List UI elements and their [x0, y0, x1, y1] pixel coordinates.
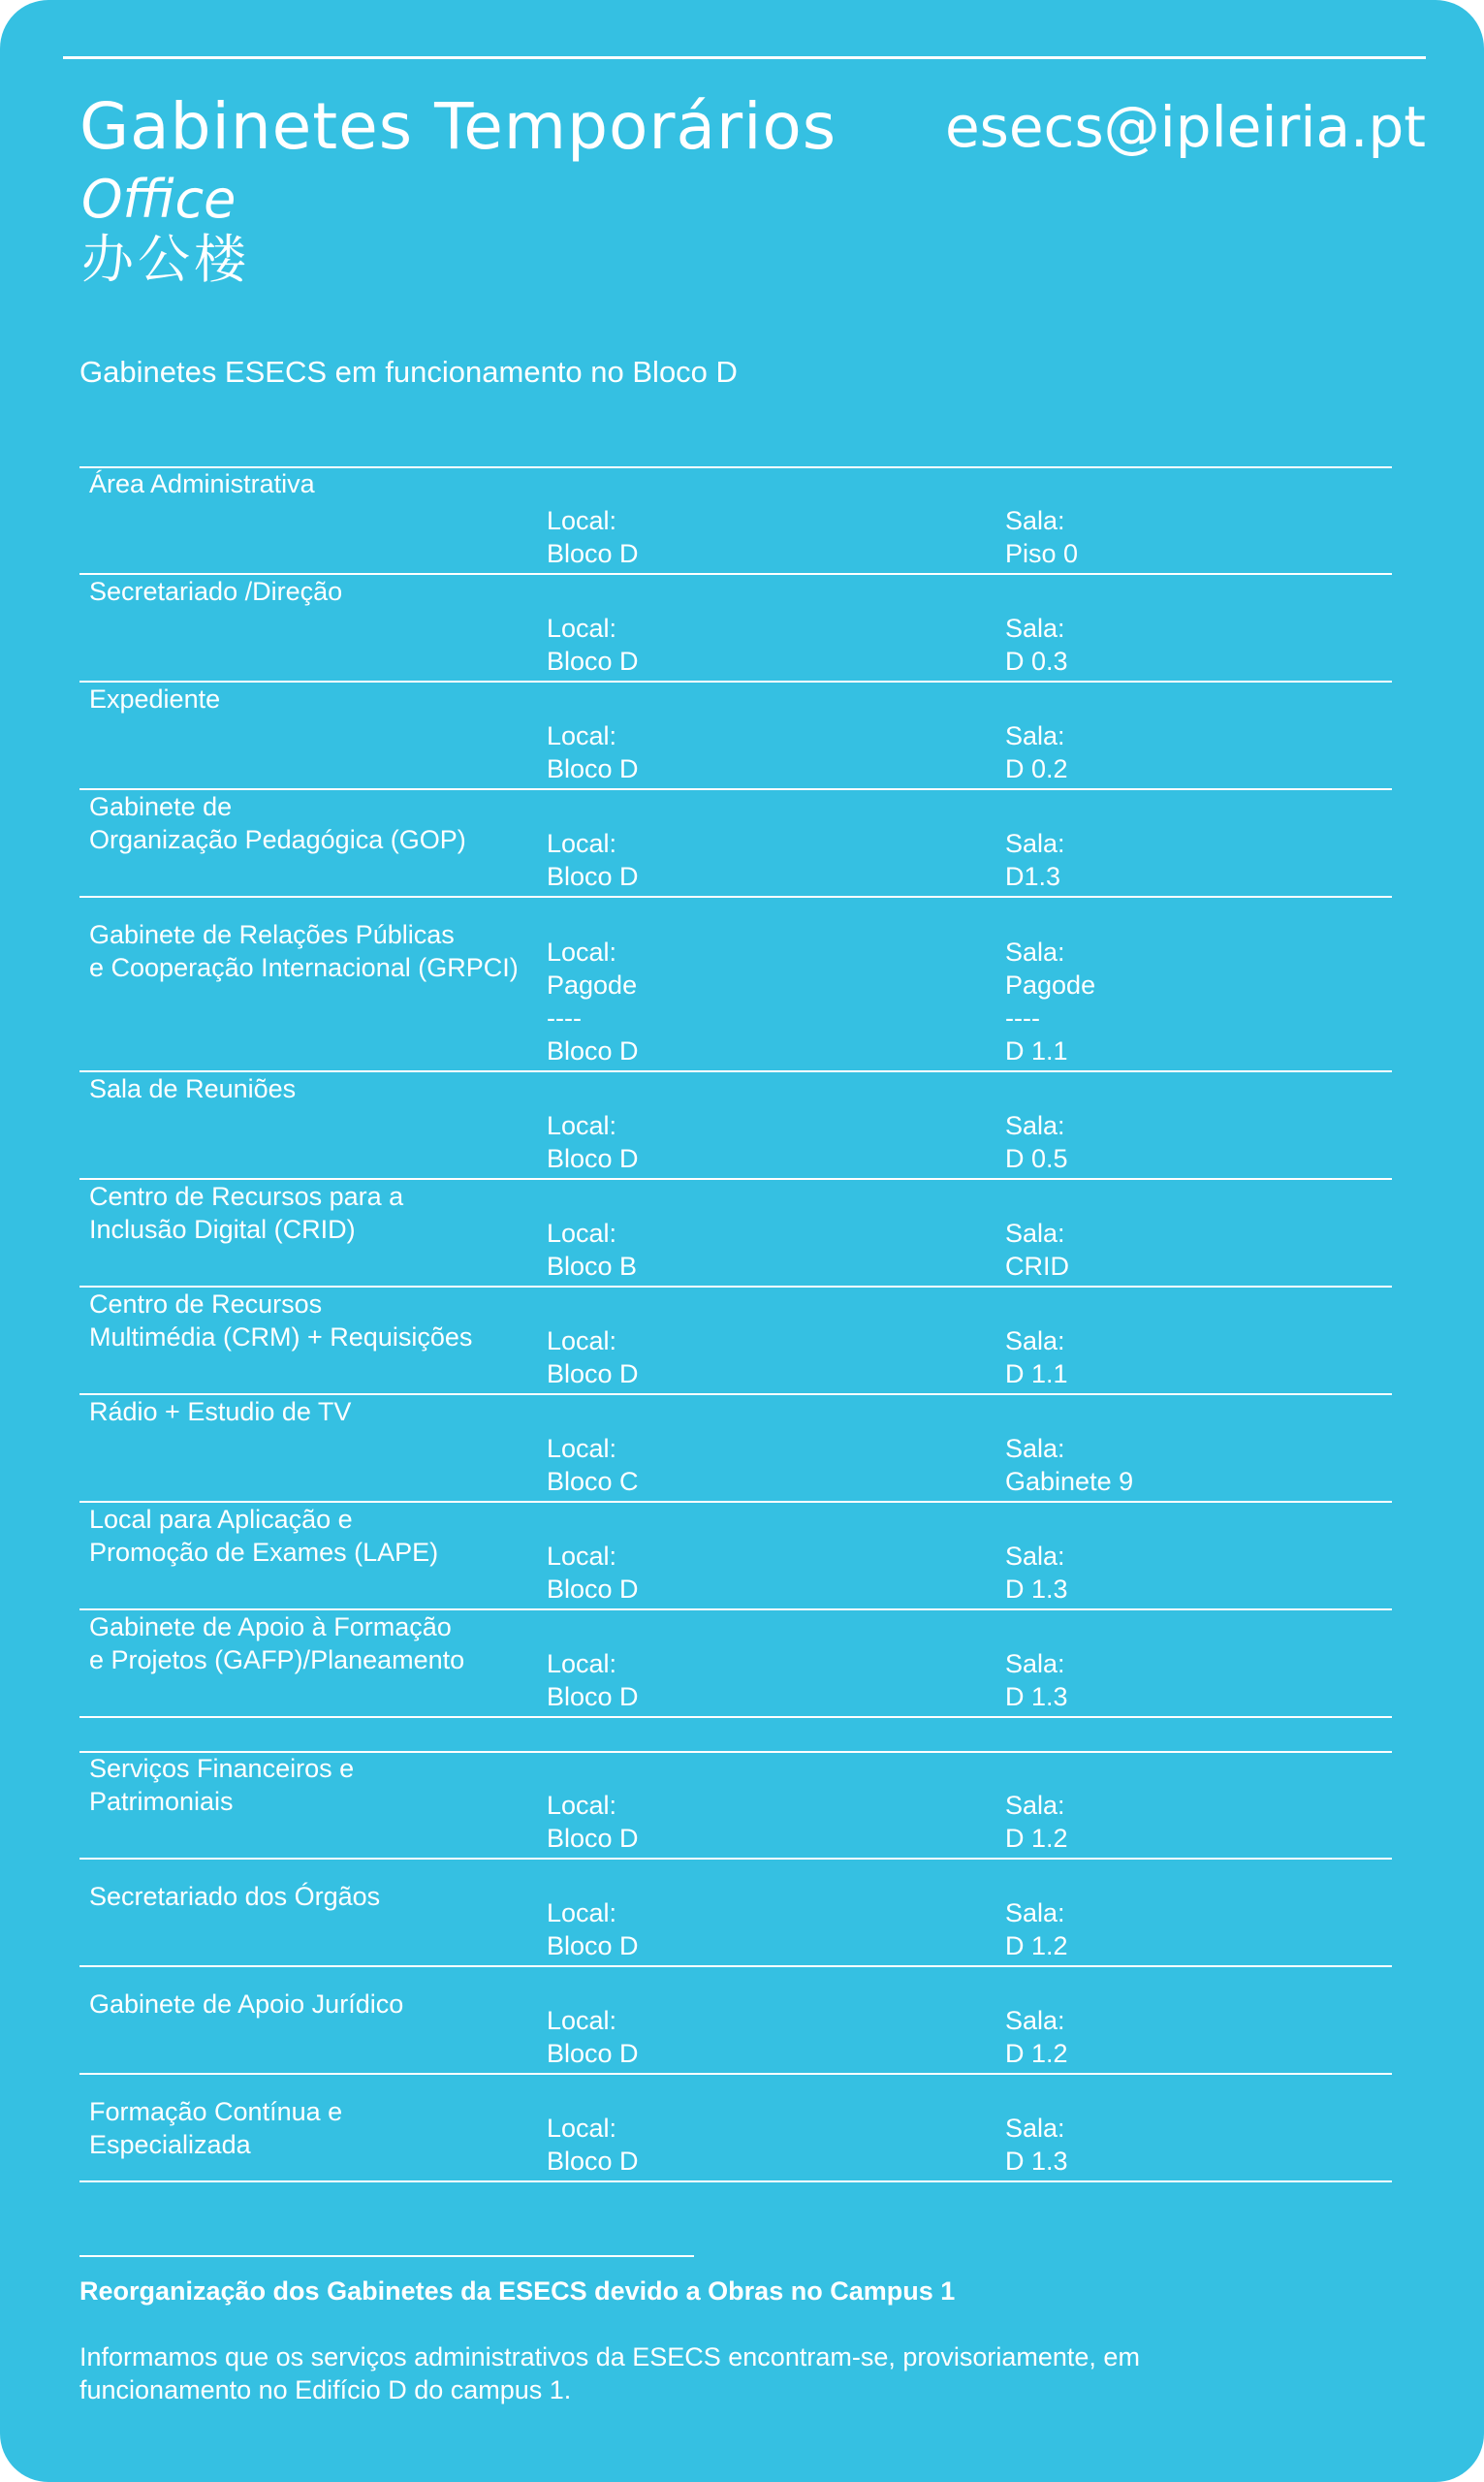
office-location: [547, 1540, 639, 1606]
office-room: [1005, 936, 1095, 1067]
office-room-line: CRID: [1005, 1252, 1069, 1281]
office-name: [89, 1180, 403, 1246]
office-name-line: e Projetos (GAFP)/Planeamento: [89, 1645, 465, 1674]
office-location-line: Local:: [547, 1219, 617, 1248]
office-room-line: Sala:: [1005, 938, 1065, 967]
office-location-line: Local:: [547, 2006, 617, 2035]
office-room-line: Sala:: [1005, 614, 1065, 643]
table-row: [79, 1180, 1392, 1288]
office-location: [547, 1789, 639, 1855]
contact-email-link[interactable]: esecs@ipleiria.pt: [944, 94, 1426, 160]
table-row: [79, 683, 1392, 790]
office-location-line: Local:: [547, 506, 617, 535]
office-location-line: Bloco C: [547, 1467, 639, 1496]
office-room-line: Sala:: [1005, 1326, 1065, 1355]
table-row: [79, 1967, 1392, 2075]
office-room-line: Sala:: [1005, 1219, 1065, 1248]
office-name: [89, 1610, 464, 1676]
office-room: [1005, 827, 1065, 893]
office-location-line: Bloco D: [547, 2147, 639, 2176]
office-name-line: e Cooperação Internacional (GRPCI): [89, 953, 519, 982]
office-room-line: Pagode: [1005, 971, 1096, 1000]
office-room: [1005, 1217, 1069, 1283]
office-name-line: Gabinete de: [89, 792, 233, 821]
office-name-line: Formação Contínua e: [89, 2097, 343, 2126]
table-row: [79, 1610, 1392, 1718]
office-name-line: Expediente: [89, 684, 221, 714]
office-location-line: ----: [547, 1003, 582, 1033]
office-name-line: Rádio + Estudio de TV: [89, 1397, 352, 1426]
office-room-line: ----: [1005, 1003, 1040, 1033]
office-location-line: Local:: [547, 1898, 617, 1927]
office-name: [89, 683, 220, 716]
office-location: [547, 1432, 639, 1498]
office-location: [547, 2112, 639, 2178]
table-row: [79, 1072, 1392, 1180]
office-location: [547, 2004, 639, 2070]
office-location-line: Bloco D: [547, 1359, 639, 1388]
office-location-line: Bloco D: [547, 1575, 639, 1604]
office-name-line: Organização Pedagógica (GOP): [89, 825, 466, 854]
office-location-line: Local:: [547, 614, 617, 643]
office-room-line: Sala:: [1005, 1111, 1065, 1140]
office-name-line: Local para Aplicação e: [89, 1505, 353, 1534]
office-location: [547, 936, 639, 1067]
office-room: [1005, 1109, 1068, 1175]
office-name: [89, 2095, 342, 2161]
office-room-line: Sala:: [1005, 506, 1065, 535]
office-name-line: Promoção de Exames (LAPE): [89, 1538, 439, 1567]
office-room: [1005, 612, 1068, 678]
office-room-line: Sala:: [1005, 1434, 1065, 1463]
office-location: [547, 1647, 639, 1713]
office-name-line: Secretariado dos Órgãos: [89, 1882, 381, 1911]
intro-text: Gabinetes ESECS em funcionamento no Bloco D: [79, 355, 738, 389]
office-room-line: D 1.1: [1005, 1036, 1068, 1066]
office-room: [1005, 719, 1068, 785]
office-location-line: Local:: [547, 1791, 617, 1820]
office-name: [89, 1288, 472, 1353]
office-name-line: Secretariado /Direção: [89, 577, 343, 606]
table-row: [79, 790, 1392, 898]
office-room-line: D 1.2: [1005, 1931, 1068, 1960]
office-room: [1005, 2112, 1068, 2178]
office-room-line: Sala:: [1005, 721, 1065, 750]
office-room-line: D 1.3: [1005, 1682, 1068, 1711]
office-room: [1005, 1896, 1068, 1962]
office-location-line: Bloco D: [547, 1036, 639, 1066]
office-room-line: Sala:: [1005, 829, 1065, 858]
office-location-line: Bloco D: [547, 862, 639, 891]
office-name-line: Centro de Recursos para a: [89, 1182, 404, 1211]
footer-title: Reorganização dos Gabinetes da ESECS devido a Obras no Campus 1: [79, 2276, 956, 2306]
office-room: [1005, 1432, 1133, 1498]
office-location: [547, 1324, 639, 1390]
table-row: [79, 1752, 1392, 1860]
section-divider: [79, 1751, 1392, 1753]
office-room-line: Sala:: [1005, 2006, 1065, 2035]
office-room-line: D 1.1: [1005, 1359, 1068, 1388]
office-name-line: Área Administrativa: [89, 469, 315, 498]
office-room-line: D 1.2: [1005, 1824, 1068, 1853]
office-name-line: Gabinete de Relações Públicas: [89, 920, 455, 949]
office-room: [1005, 2004, 1068, 2070]
office-location-line: Bloco D: [547, 2039, 639, 2068]
office-room-line: Sala:: [1005, 1898, 1065, 1927]
office-room-line: Sala:: [1005, 1542, 1065, 1571]
office-room: [1005, 1647, 1068, 1713]
office-location-line: Local:: [547, 829, 617, 858]
table-row: [79, 2075, 1392, 2182]
office-name: [89, 575, 342, 608]
office-name: [89, 1072, 296, 1105]
office-name-line: Patrimoniais: [89, 1787, 234, 1816]
office-location-line: Local:: [547, 721, 617, 750]
office-location-line: Local:: [547, 1111, 617, 1140]
office-location-line: Bloco D: [547, 754, 639, 783]
top-divider: [63, 56, 1426, 59]
table-row: [79, 575, 1392, 683]
office-name-line: Inclusão Digital (CRID): [89, 1215, 356, 1244]
office-name: [89, 1503, 438, 1569]
table-row: [79, 1395, 1392, 1503]
office-location-line: Bloco D: [547, 1824, 639, 1853]
office-name-line: Multimédia (CRM) + Requisições: [89, 1322, 473, 1352]
office-room-line: Piso 0: [1005, 539, 1079, 568]
office-location: [547, 1217, 637, 1283]
office-room-line: Gabinete 9: [1005, 1467, 1134, 1496]
office-location-line: Bloco D: [547, 539, 639, 568]
office-location: [547, 504, 639, 570]
office-room: [1005, 1324, 1068, 1390]
office-location-line: Bloco B: [547, 1252, 638, 1281]
office-name: [89, 918, 519, 984]
table-row: [79, 1288, 1392, 1395]
page-title: Gabinetes Temporários: [79, 89, 837, 164]
office-room-line: D 0.5: [1005, 1144, 1068, 1173]
office-room-line: D 1.2: [1005, 2039, 1068, 2068]
table-row: [79, 1503, 1392, 1610]
office-name: [89, 1395, 351, 1428]
office-location-line: Bloco D: [547, 647, 639, 676]
office-location-line: Bloco D: [547, 1931, 639, 1960]
office-name: [89, 467, 315, 500]
table-row: [79, 898, 1392, 1072]
office-location-line: Pagode: [547, 971, 638, 1000]
office-room-line: D 1.3: [1005, 1575, 1068, 1604]
footer-text: Informamos que os serviços administrativos da ESECS encontram-se, provisoriamente, em funcionamento no Edifício D do campus 1.: [79, 2342, 1140, 2404]
page-subtitle-english: Office: [81, 169, 237, 230]
office-room: [1005, 1540, 1068, 1606]
office-room-line: Sala:: [1005, 1791, 1065, 1820]
office-location-line: Local:: [547, 1649, 617, 1678]
office-name-line: Especializada: [89, 2130, 251, 2159]
office-location: [547, 1896, 639, 1962]
office-room-line: Sala:: [1005, 2114, 1065, 2143]
office-location-line: Local:: [547, 1434, 617, 1463]
office-location: [547, 719, 639, 785]
office-room: [1005, 1789, 1068, 1855]
footer-divider: [79, 2255, 694, 2257]
office-room-line: D 0.2: [1005, 754, 1068, 783]
table-row: [79, 467, 1392, 575]
office-name: [89, 1988, 403, 2021]
office-location: [547, 827, 639, 893]
office-room-line: Sala:: [1005, 1649, 1065, 1678]
office-location-line: Bloco D: [547, 1144, 639, 1173]
office-room-line: D1.3: [1005, 862, 1061, 891]
office-location-line: Local:: [547, 2114, 617, 2143]
office-name-line: Gabinete de Apoio à Formação: [89, 1612, 452, 1641]
office-location: [547, 612, 639, 678]
office-name-line: Centro de Recursos: [89, 1289, 323, 1319]
office-location-line: Bloco D: [547, 1682, 639, 1711]
office-name-line: Gabinete de Apoio Jurídico: [89, 1989, 404, 2019]
office-location-line: Local:: [547, 1542, 617, 1571]
office-location-line: Local:: [547, 938, 617, 967]
office-room-line: D 0.3: [1005, 647, 1068, 676]
office-name: [89, 1752, 354, 1818]
table-row: [79, 1860, 1392, 1967]
office-name: [89, 790, 466, 856]
office-room-line: D 1.3: [1005, 2147, 1068, 2176]
office-name-line: Sala de Reuniões: [89, 1074, 297, 1103]
office-name: [89, 1880, 380, 1913]
office-location-line: Local:: [547, 1326, 617, 1355]
office-room: [1005, 504, 1078, 570]
page-subtitle-chinese: 办公楼: [81, 229, 250, 290]
office-name-line: Serviços Financeiros e: [89, 1754, 355, 1783]
office-location: [547, 1109, 639, 1175]
